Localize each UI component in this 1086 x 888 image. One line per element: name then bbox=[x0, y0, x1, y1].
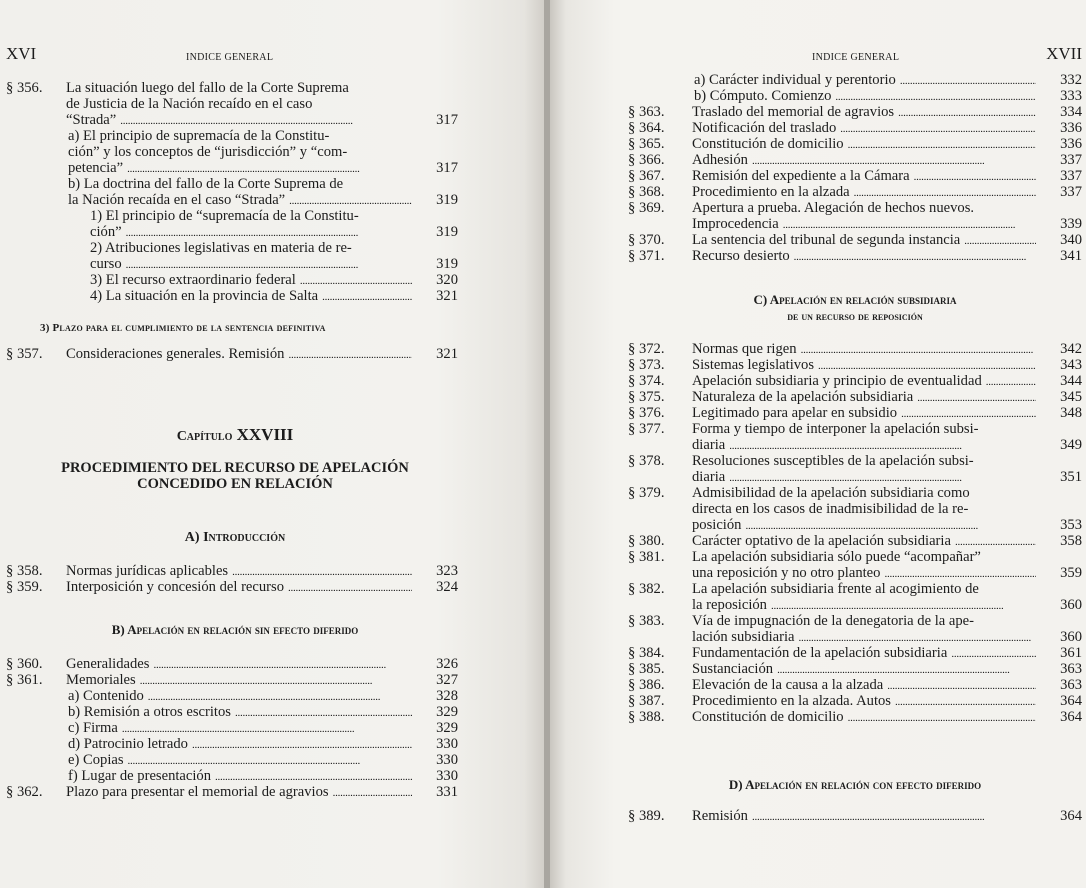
toc-entry bbox=[628, 549, 1082, 581]
page-reference: 319 bbox=[436, 256, 458, 272]
toc-entry bbox=[628, 232, 1082, 248]
toc-entry bbox=[628, 453, 1082, 485]
right-page bbox=[550, 0, 1086, 888]
section-number: § 387. bbox=[628, 693, 665, 709]
entry-text-line: Adhesión bbox=[692, 152, 748, 168]
entry-text-line: una reposición y no otro planteo bbox=[692, 565, 881, 581]
toc-entry bbox=[628, 184, 1082, 200]
section-subheading: C) Apelación en relación subsidiaria bbox=[753, 292, 957, 307]
entry-text-line: Vía de impugnación de la denegatoria de la ape- bbox=[692, 613, 975, 629]
section-number: § 363. bbox=[628, 104, 665, 120]
toc-entry bbox=[6, 288, 458, 304]
toc-entry bbox=[628, 152, 1082, 168]
leader-dots bbox=[289, 192, 412, 209]
toc-entry bbox=[628, 168, 1082, 184]
leader-dots bbox=[127, 160, 412, 177]
page-reference: 349 bbox=[1060, 437, 1082, 453]
toc-entry bbox=[628, 357, 1082, 373]
section-subheading: D) Apelación en relación con efecto diferido bbox=[728, 777, 982, 792]
page-reference: 360 bbox=[1060, 629, 1082, 645]
toc-entry bbox=[628, 581, 1082, 613]
section-number: § 378. bbox=[628, 453, 665, 469]
page-reference: 344 bbox=[1060, 373, 1082, 389]
page-reference: 343 bbox=[1060, 357, 1082, 373]
leader-dots bbox=[745, 517, 1036, 534]
page-reference: 331 bbox=[436, 784, 458, 800]
section-number: § 366. bbox=[628, 152, 665, 168]
leader-dots bbox=[288, 579, 412, 596]
entry-text-line: la Nación recaída en el caso “Strada” bbox=[68, 192, 286, 208]
leader-dots bbox=[122, 720, 412, 737]
toc-entry bbox=[6, 563, 458, 579]
entry-text-line: Apertura a prueba. Alegación de hechos nuevos. bbox=[692, 200, 975, 216]
leader-dots bbox=[153, 656, 412, 673]
section-subheading: 3) Plazo para el cumplimiento de la sentencia definitiva bbox=[40, 322, 326, 334]
toc-entry bbox=[6, 704, 458, 720]
page-reference: 317 bbox=[436, 160, 458, 176]
entry-text-line: Consideraciones generales. Remisión bbox=[66, 346, 285, 362]
leader-dots bbox=[300, 272, 412, 289]
page-reference: 363 bbox=[1060, 661, 1082, 677]
leader-dots bbox=[854, 184, 1036, 201]
entry-text-line: La situación luego del fallo de la Corte Suprema bbox=[66, 80, 349, 96]
toc-entry bbox=[628, 405, 1082, 421]
entry-text-line: c) Firma bbox=[68, 720, 118, 736]
entry-text-line: Naturaleza de la apelación subsidiaria bbox=[692, 389, 914, 405]
entry-text-line: Sustanciación bbox=[692, 661, 774, 677]
section-number: § 384. bbox=[628, 645, 665, 661]
entry-text-line: Interposición y concesión del recurso bbox=[66, 579, 285, 595]
page-reference: 341 bbox=[1060, 248, 1082, 264]
page-reference: 323 bbox=[436, 563, 458, 579]
entry-text-line: Carácter optativo de la apelación subsidiaria bbox=[692, 533, 951, 549]
entry-text-line: Memoriales bbox=[66, 672, 136, 688]
toc-entry bbox=[6, 720, 458, 736]
toc-entry bbox=[6, 176, 458, 208]
entry-text-line: Procedimiento en la alzada bbox=[692, 184, 850, 200]
page-reference: 333 bbox=[1060, 88, 1082, 104]
toc-entry bbox=[6, 128, 458, 176]
chapter-title-line-1: PROCEDIMIENTO DEL RECURSO DE APELACIÓN bbox=[61, 460, 409, 476]
entry-text-line: diaria bbox=[692, 437, 726, 453]
entry-text-line: ción” y los conceptos de “jurisdicción” y “com- bbox=[68, 144, 348, 160]
entry-text-line: b) Cómputo. Comienzo bbox=[694, 88, 832, 104]
page-reference: 330 bbox=[436, 736, 458, 752]
page-number: XVI bbox=[6, 44, 37, 63]
leader-dots bbox=[235, 704, 412, 721]
leader-dots bbox=[900, 72, 1036, 89]
entry-text-line: d) Patrocinio letrado bbox=[68, 736, 188, 752]
section-number: § 370. bbox=[628, 232, 665, 248]
leader-dots bbox=[901, 405, 1036, 422]
entry-text-line: de Justicia de la Nación recaído en el caso bbox=[66, 96, 313, 112]
entry-text-line: “Strada” bbox=[66, 112, 117, 128]
toc-entry bbox=[628, 72, 1082, 88]
section-number: § 356. bbox=[6, 80, 43, 96]
page-reference: 330 bbox=[436, 768, 458, 784]
page-reference: 364 bbox=[1060, 808, 1082, 824]
toc-entry bbox=[628, 341, 1082, 357]
toc-entry bbox=[628, 661, 1082, 677]
entry-text-line: Constitución de domicilio bbox=[692, 136, 844, 152]
section-number: § 373. bbox=[628, 357, 665, 373]
section-number: § 382. bbox=[628, 581, 665, 597]
leader-dots bbox=[799, 629, 1036, 646]
entry-text-line: Normas que rigen bbox=[692, 341, 797, 357]
leader-dots bbox=[126, 256, 412, 273]
page-reference: 334 bbox=[1060, 104, 1082, 120]
page-reference: 336 bbox=[1060, 120, 1082, 136]
running-head: INDICE GENERAL bbox=[186, 52, 274, 63]
entry-text-line: petencia” bbox=[68, 160, 124, 176]
toc-entry bbox=[628, 136, 1082, 152]
entry-text-line: la reposición bbox=[692, 597, 767, 613]
page-reference: 321 bbox=[436, 288, 458, 304]
page-reference: 337 bbox=[1060, 184, 1082, 200]
entry-text-line: Recurso desierto bbox=[692, 248, 790, 264]
page-reference: 348 bbox=[1060, 405, 1082, 421]
entry-text-line: Legitimado para apelar en subsidio bbox=[692, 405, 898, 421]
page-reference: 320 bbox=[436, 272, 458, 288]
leader-dots bbox=[914, 168, 1036, 185]
page-reference: 353 bbox=[1060, 517, 1082, 533]
section-number: § 372. bbox=[628, 341, 665, 357]
section-number: § 359. bbox=[6, 579, 43, 595]
section-subheading: A) Introducción bbox=[184, 530, 286, 545]
toc-entry bbox=[628, 693, 1082, 709]
leader-dots bbox=[148, 688, 412, 705]
toc-entry bbox=[628, 200, 1082, 232]
leader-dots bbox=[848, 136, 1036, 153]
entry-text-line: b) Remisión a otros escritos bbox=[68, 704, 231, 720]
toc-entry bbox=[628, 389, 1082, 405]
page-reference: 336 bbox=[1060, 136, 1082, 152]
entry-text-line: e) Copias bbox=[68, 752, 124, 768]
toc-entry bbox=[628, 248, 1082, 264]
leader-dots bbox=[898, 104, 1036, 121]
toc-entry bbox=[6, 579, 458, 595]
chapter-title-line-2: CONCEDIDO EN RELACIÓN bbox=[137, 476, 333, 492]
section-number: § 361. bbox=[6, 672, 43, 688]
entry-text-line: a) El principio de supremacía de la Constitu- bbox=[68, 128, 330, 144]
section-number: § 364. bbox=[628, 120, 665, 136]
entry-text-line: La apelación subsidiaria sólo puede “acompañar” bbox=[692, 549, 981, 565]
leader-dots bbox=[322, 288, 412, 305]
toc-entry bbox=[628, 120, 1082, 136]
page-reference: 358 bbox=[1060, 533, 1082, 549]
leader-dots bbox=[835, 88, 1036, 105]
entry-text-line: Improcedencia bbox=[692, 216, 779, 232]
leader-dots bbox=[729, 437, 1036, 454]
toc-entry bbox=[6, 656, 458, 672]
page-reference: 327 bbox=[436, 672, 458, 688]
toc-entry bbox=[628, 808, 1082, 824]
section-subheading-line-2: de un recurso de reposición bbox=[787, 309, 923, 323]
page-reference: 360 bbox=[1060, 597, 1082, 613]
leader-dots bbox=[818, 357, 1036, 374]
entry-text-line: La apelación subsidiaria frente al acogimiento de bbox=[692, 581, 979, 597]
page-reference: 328 bbox=[436, 688, 458, 704]
section-subheading: B) Apelación en relación sin efecto diferido bbox=[111, 622, 359, 637]
leader-dots bbox=[120, 112, 412, 129]
entry-text-line: a) Contenido bbox=[68, 688, 144, 704]
leader-dots bbox=[333, 784, 412, 801]
entry-text-line: Remisión bbox=[692, 808, 748, 824]
leader-dots bbox=[887, 677, 1036, 694]
page-reference: 332 bbox=[1060, 72, 1082, 88]
entry-text-line: Elevación de la causa a la alzada bbox=[692, 677, 884, 693]
entry-text-line: Constitución de domicilio bbox=[692, 709, 844, 725]
toc-entry bbox=[628, 485, 1082, 533]
entry-text-line: ción” bbox=[90, 224, 122, 240]
entry-text-line: Generalidades bbox=[66, 656, 150, 672]
toc-entry bbox=[628, 533, 1082, 549]
entry-text-line: Procedimiento en la alzada. Autos bbox=[692, 693, 891, 709]
page-reference: 342 bbox=[1060, 341, 1082, 357]
page-reference: 340 bbox=[1060, 232, 1082, 248]
leader-dots bbox=[986, 373, 1036, 390]
toc-entry bbox=[6, 346, 458, 362]
entry-text-line: Traslado del memorial de agravios bbox=[692, 104, 895, 120]
toc-entry bbox=[6, 240, 458, 272]
toc-entry bbox=[628, 421, 1082, 453]
toc-entry bbox=[628, 677, 1082, 693]
entry-text-line: 2) Atribuciones legislativas en materia de re- bbox=[90, 240, 352, 256]
page-reference: 359 bbox=[1060, 565, 1082, 581]
leader-dots bbox=[777, 661, 1036, 678]
page-reference: 321 bbox=[436, 346, 458, 362]
entry-text-line: Normas jurídicas aplicables bbox=[66, 563, 229, 579]
leader-dots bbox=[955, 533, 1036, 550]
page-reference: 326 bbox=[436, 656, 458, 672]
page-reference: 339 bbox=[1060, 216, 1082, 232]
section-number: § 379. bbox=[628, 485, 665, 501]
entry-text-line: Apelación subsidiaria y principio de eventualidad bbox=[692, 373, 982, 389]
toc-entry bbox=[6, 784, 458, 800]
entry-text-line: Forma y tiempo de interponer la apelación subsi- bbox=[692, 421, 979, 437]
entry-text-line: Remisión del expediente a la Cámara bbox=[692, 168, 910, 184]
entry-text-line: 3) El recurso extraordinario federal bbox=[90, 272, 296, 288]
page-reference: 329 bbox=[436, 704, 458, 720]
running-head: INDICE GENERAL bbox=[812, 52, 900, 63]
toc-entry bbox=[628, 613, 1082, 645]
entry-text-line: Sistemas legislativos bbox=[692, 357, 815, 373]
section-number: § 386. bbox=[628, 677, 665, 693]
entry-text-line: La sentencia del tribunal de segunda instancia bbox=[692, 232, 961, 248]
entry-text-line: Notificación del traslado bbox=[692, 120, 837, 136]
section-number: § 368. bbox=[628, 184, 665, 200]
toc-entry bbox=[6, 768, 458, 784]
section-number: § 377. bbox=[628, 421, 665, 437]
section-number: § 358. bbox=[6, 563, 43, 579]
toc-entry bbox=[628, 709, 1082, 725]
section-number: § 375. bbox=[628, 389, 665, 405]
page-reference: 329 bbox=[436, 720, 458, 736]
page-reference: 361 bbox=[1060, 645, 1082, 661]
section-number: § 365. bbox=[628, 136, 665, 152]
leader-dots bbox=[192, 736, 412, 753]
page-number: XVII bbox=[1046, 44, 1082, 63]
leader-dots bbox=[783, 216, 1036, 233]
section-number: § 383. bbox=[628, 613, 665, 629]
leader-dots bbox=[729, 469, 1036, 486]
page-reference: 319 bbox=[436, 192, 458, 208]
leader-dots bbox=[794, 248, 1036, 265]
entry-text-line: diaria bbox=[692, 469, 726, 485]
page-reference: 345 bbox=[1060, 389, 1082, 405]
leader-dots bbox=[917, 389, 1036, 406]
entry-text-line: b) La doctrina del fallo de la Corte Suprema de bbox=[68, 176, 344, 192]
chapter-heading: Capítulo XXVIII bbox=[176, 425, 294, 444]
section-number: § 389. bbox=[628, 808, 665, 824]
leader-dots bbox=[752, 152, 1036, 169]
section-number: § 367. bbox=[628, 168, 665, 184]
entry-text-line: 4) La situación en la provincia de Salta bbox=[90, 288, 319, 304]
leader-dots bbox=[752, 808, 1036, 825]
leader-dots bbox=[884, 565, 1036, 582]
entry-text-line: posición bbox=[692, 517, 742, 533]
entry-text-line: f) Lugar de presentación bbox=[68, 768, 212, 784]
section-number: § 357. bbox=[6, 346, 43, 362]
leader-dots bbox=[964, 232, 1036, 249]
leader-dots bbox=[126, 224, 412, 241]
toc-entry bbox=[628, 88, 1082, 104]
section-number: § 369. bbox=[628, 200, 665, 216]
leader-dots bbox=[951, 645, 1036, 662]
page-reference: 351 bbox=[1060, 469, 1082, 485]
entry-text-line: Plazo para presentar el memorial de agravios bbox=[66, 784, 329, 800]
page-reference: 337 bbox=[1060, 168, 1082, 184]
leader-dots bbox=[771, 597, 1036, 614]
toc-entry bbox=[628, 645, 1082, 661]
section-number: § 388. bbox=[628, 709, 665, 725]
section-number: § 360. bbox=[6, 656, 43, 672]
section-number: § 362. bbox=[6, 784, 43, 800]
page-reference: 319 bbox=[436, 224, 458, 240]
entry-text-line: Fundamentación de la apelación subsidiaria bbox=[692, 645, 948, 661]
page-reference: 337 bbox=[1060, 152, 1082, 168]
entry-text-line: Resoluciones susceptibles de la apelación subsi- bbox=[692, 453, 974, 469]
page-reference: 324 bbox=[436, 579, 458, 595]
leader-dots bbox=[140, 672, 412, 689]
page-reference: 330 bbox=[436, 752, 458, 768]
leader-dots bbox=[288, 346, 412, 363]
leader-dots bbox=[848, 709, 1036, 726]
leader-dots bbox=[840, 120, 1036, 137]
leader-dots bbox=[801, 341, 1036, 358]
section-number: § 385. bbox=[628, 661, 665, 677]
leader-dots bbox=[128, 752, 412, 769]
page-reference: 317 bbox=[436, 112, 458, 128]
leader-dots bbox=[895, 693, 1036, 710]
toc-entry bbox=[6, 80, 458, 128]
section-number: § 381. bbox=[628, 549, 665, 565]
toc-entry bbox=[6, 208, 458, 240]
toc-entry bbox=[628, 104, 1082, 120]
leader-dots bbox=[215, 768, 412, 785]
toc-entry bbox=[6, 736, 458, 752]
entry-text-line: curso bbox=[90, 256, 122, 272]
entry-text-line: Admisibilidad de la apelación subsidiaria como bbox=[692, 485, 970, 501]
toc-entry bbox=[6, 672, 458, 688]
section-number: § 374. bbox=[628, 373, 665, 389]
section-number: § 376. bbox=[628, 405, 665, 421]
section-number: § 371. bbox=[628, 248, 665, 264]
page-reference: 363 bbox=[1060, 677, 1082, 693]
toc-entry bbox=[6, 688, 458, 704]
toc-entry bbox=[628, 373, 1082, 389]
entry-text-line: 1) El principio de “supremacía de la Constitu- bbox=[90, 208, 359, 224]
page-reference: 364 bbox=[1060, 709, 1082, 725]
section-number: § 380. bbox=[628, 533, 665, 549]
toc-entry bbox=[6, 752, 458, 768]
leader-dots bbox=[232, 563, 412, 580]
entry-text-line: directa en los casos de inadmisibilidad de la re- bbox=[692, 501, 969, 517]
entry-text-line: lación subsidiaria bbox=[692, 629, 795, 645]
page-reference: 364 bbox=[1060, 693, 1082, 709]
toc-entry bbox=[6, 272, 458, 288]
entry-text-line: a) Carácter individual y perentorio bbox=[694, 72, 896, 88]
